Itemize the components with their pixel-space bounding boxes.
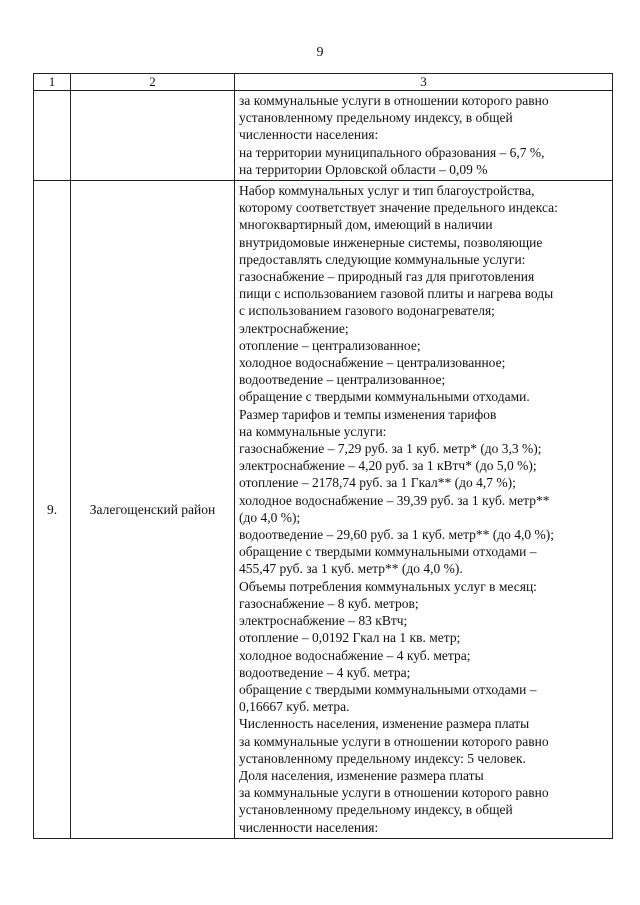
text-line: внутридомовые инженерные системы, позволяющие: [239, 234, 543, 250]
header-cell-1: 1: [34, 74, 71, 91]
text-line: Набор коммунальных услуг и тип благоустройства,: [239, 183, 535, 199]
row-9-text-cell: [235, 181, 613, 839]
text-line: водоотведение – 4 куб. метра;: [239, 664, 411, 680]
empty-number-cell: [34, 91, 71, 181]
text-line: которому соответствует значение предельного индекса:: [239, 200, 558, 216]
text-line: на территории Орловской области – 0,09 %: [239, 161, 488, 177]
row-number: 9.: [34, 181, 71, 839]
text-line: (до 4,0 %);: [239, 509, 301, 525]
text-line: предоставлять следующие коммунальные услуги:: [239, 251, 526, 267]
continued-text-cell: [235, 91, 613, 181]
text-line: электроснабжение – 4,20 руб. за 1 кВтч* (до 5,0 %);: [239, 458, 537, 474]
text-line: холодное водоснабжение – 4 куб. метра;: [239, 647, 471, 663]
text-line: Размер тарифов и темпы изменения тарифов: [239, 406, 497, 422]
page-number: 9: [316, 45, 324, 60]
text-line: 455,47 руб. за 1 куб. метр** (до 4,0 %).: [239, 561, 463, 577]
text-line: на коммунальные услуги:: [239, 423, 387, 439]
text-line: электроснабжение – 83 кВтч;: [239, 613, 408, 629]
table-row-continued: [34, 91, 613, 181]
header-cell-2: 2: [71, 74, 235, 91]
text-line: Объемы потребления коммунальных услуг в месяц:: [239, 578, 537, 594]
text-line: газоснабжение – природный газ для приготовления: [239, 269, 535, 285]
text-line: многоквартирный дом, имеющий в наличии: [239, 217, 493, 233]
text-line: 0,16667 куб. метра.: [239, 699, 350, 715]
text-line: за коммунальные услуги в отношении которого равно: [239, 785, 549, 801]
text-line: численности населения:: [239, 819, 379, 835]
text-line: установленному предельному индексу, в общей: [239, 110, 513, 126]
table-header-row: [34, 74, 613, 91]
text-line: пищи с использованием газовой плиты и нагрева воды: [239, 286, 554, 302]
text-line: Доля населения, изменение размера платы: [239, 767, 484, 783]
text-line: отопление – 2178,74 руб. за 1 Гкал** (до 4,7 %);: [239, 475, 516, 491]
empty-district-cell: [71, 91, 235, 181]
text-line: обращение с твердыми коммунальными отходами.: [239, 389, 530, 405]
text-line: с использованием газового водонагревателя;: [239, 303, 495, 319]
text-line: водоотведение – централизованное;: [239, 372, 446, 388]
text-line: обращение с твердыми коммунальными отходами –: [239, 681, 537, 697]
text-line: за коммунальные услуги в отношении которого равно: [239, 93, 549, 108]
district-name: Залегощенский район: [71, 181, 235, 839]
text-line: обращение с твердыми коммунальными отходами –: [239, 544, 537, 560]
text-line: на территории муниципального образования – 6,7 %,: [239, 144, 545, 160]
table-row-9: [34, 181, 613, 839]
text-line: отопление – 0,0192 Гкал на 1 кв. метр;: [239, 630, 461, 646]
text-line: установленному предельному индексу, в общей: [239, 802, 513, 818]
text-line: за коммунальные услуги в отношении которого равно: [239, 733, 549, 749]
text-line: Численность населения, изменение размера платы: [239, 716, 530, 732]
text-line: холодное водоснабжение – 39,39 руб. за 1 куб. метр**: [239, 492, 550, 508]
text-line: электроснабжение;: [239, 320, 349, 336]
text-line: численности населения:: [239, 127, 379, 143]
text-line: холодное водоснабжение – централизованное;: [239, 355, 506, 371]
tariff-table: [33, 73, 613, 839]
text-line: отопление – централизованное;: [239, 337, 421, 353]
text-line: водоотведение – 29,60 руб. за 1 куб. метр** (до 4,0 %);: [239, 527, 554, 543]
text-line: газоснабжение – 8 куб. метров;: [239, 595, 419, 611]
text-line: установленному предельному индексу: 5 человек.: [239, 750, 526, 766]
header-cell-3: 3: [235, 74, 613, 91]
text-line: газоснабжение – 7,29 руб. за 1 куб. метр* (до 3,3 %);: [239, 441, 542, 457]
